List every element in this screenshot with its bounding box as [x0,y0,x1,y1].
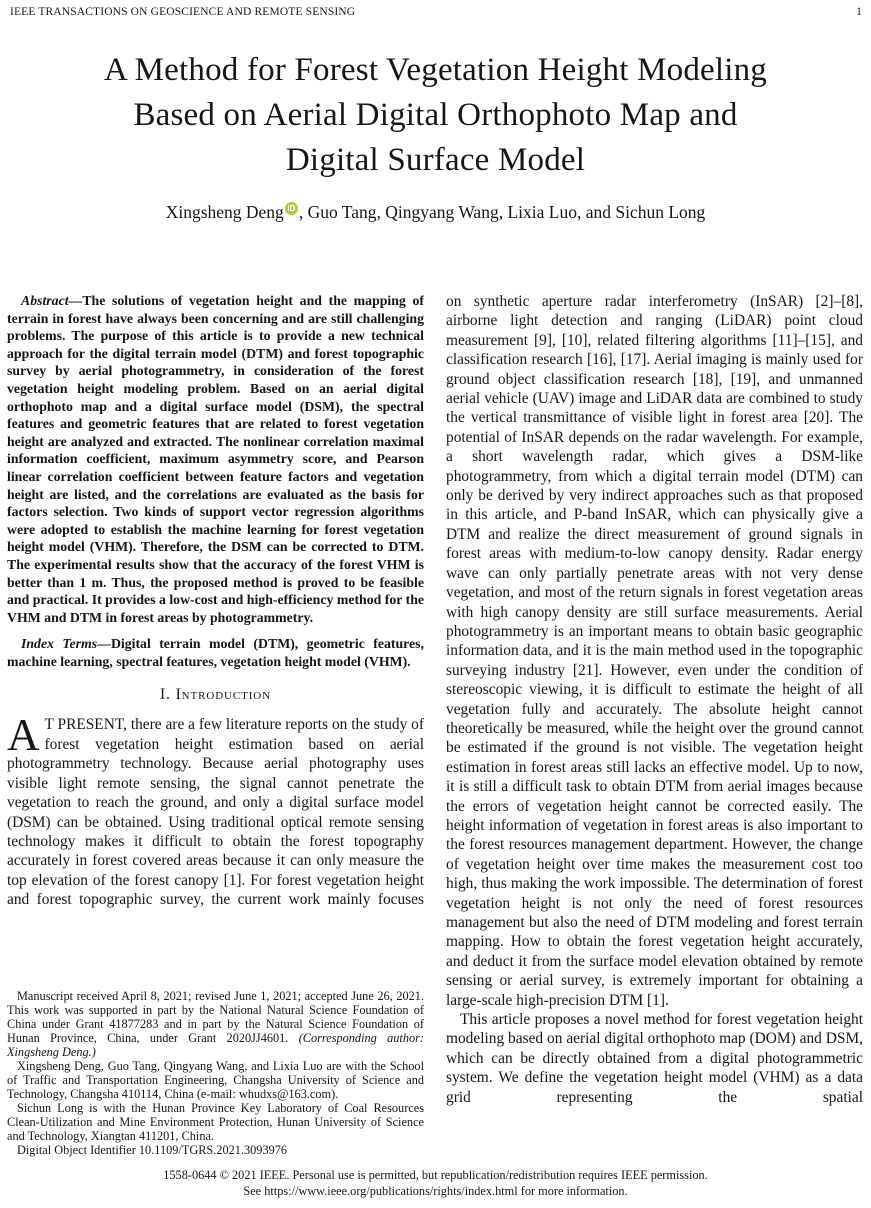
page-number: 1 [856,6,862,18]
footnote-affiliation-2: Sichun Long is with the Hunan Province Key Laboratory of Coal Resources Clean-Utilization and Mine Environment Protection, Hunan University of Science and Technology, Xiangtan 411201, China. [7,1101,424,1143]
footnote-affiliation-1: Xingsheng Deng, Guo Tang, Qingyang Wang, and Lixia Luo are with the School of Traffic and Transportation Engineering, Changsha University of Science and Technology, Changsha 410114, China (e-mail: whudxs@163.com). [7,1059,424,1101]
abstract-paragraph [7,292,424,626]
index-terms-lead: Index Terms— [21,636,111,652]
running-head [10,6,862,18]
abstract-lead: Abstract— [21,293,83,308]
authors-rest: , Guo Tang, Qingyang Wang, Lixia Luo, and Sichun Long [298,202,706,222]
introduction-paragraph-1 [7,710,424,909]
journal-name: IEEE TRANSACTIONS ON GEOSCIENCE AND REMOTE SENSING [10,6,356,18]
footnote-manuscript [7,989,424,1059]
introduction-paragraph-2: on synthetic aperture radar interferometry (InSAR) [2]–[8], airborne light detection and ranging (LiDAR) point cloud measurement [9], [10], related filtering algorithms [11]–[15], and classification research [16], [17]. Aerial imaging is mainly used for ground object classification research [18], [19], and unmanned aerial vehicle (UAV) image and LiDAR data are combined to study the vertical transmittance of visible light in forest area [20]. The potential of InSAR depends on the radar wavelength. For example, a short wavelength radar, which gives a DSM-like photogrammetry, from which a digital terrain model (DTM) can only be derived by very indirect approaches such as that proposed in this article, and P-band InSAR, which can physically give a DTM and realize the direct measurement of ground signals in forest areas with medium-to-low canopy density. Radar energy wave can only partially penetrate areas with not very dense vegetation, and most of the return signals in forest vegetation areas with high canopy density are still surface measurements. Aerial photogrammetry is an important means to obtain basic geographic information data, and it is the main method used in the topographic surveying industry [21]. However, even under the condition of stereoscopic viewing, it is difficult to estimate the height of all vegetation fully and accurately. The absolute height cannot theoretically be measured, while the height over the ground cannot be estimated if the ground is not visible. The vegetation height estimation in forest areas still lacks an effective model. Up to now, it is still a difficult task to obtain DTM from aerial images because the errors of vegetation height cannot be corrected easily. The height information of vegetation in forest areas is also important to the forest resources management department. However, the change of vegetation height over time makes the measurement cost too high, thus making the work impossible. The determination of forest vegetation height is not only the need of forest resources management but also the need of DTM modeling and forest terrain mapping. How to obtain the forest vegetation height accurately, and deduct it from the surface model elevation obtained by remote sensing or aerial survey, is extremely important for obtaining a large-scale high-precision DTM [1]. [446,293,863,1009]
corresponding-author-note: (Corresponding author: Xingsheng Deng.) [7,1031,424,1059]
two-column-body [7,292,864,1160]
copyright-footer [0,1167,871,1199]
drop-cap: A [7,710,40,761]
abstract-text: The solutions of vegetation height and the mapping of terrain in forest have always been concerning and are still challenging problems. The purpose of this article is to provide a new technical approach for the digital terrain model (DTM) and forest topographic survey by aerial photogrammetry, in consideration of the forest vegetation height modeling problem. Based on an aerial digital orthophoto map and a digital surface model (DSM), the spectral features and geometric features that are related to forest vegetation height are analyzed and extracted. The nonlinear correlation maximal information coefficient, maximum asymmetry score, and Pearson linear correlation coefficient between feature factors and vegetation height are listed, and the correlations are evaluated as the basis for factors selection. Two kinds of support vector regression algorithms were adopted to establish the machine learning for forest vegetation height model (VHM). Therefore, the DSM can be corrected to DTM. The experimental results show that the accuracy of the forest VHM is better than 1 m. Thus, the proposed method is proved to be feasible and practical. It provides a low-cost and high-efficiency method for the VHM and DTM in forest areas by photogrammetry. [7,293,424,625]
title-line-2: Based on Aerial Digital Orthophoto Map and [133,97,738,133]
paper-title [0,48,871,183]
rights-line-prefix: See [243,1184,265,1198]
introduction-paragraph-1-text: T PRESENT, there are a few literature reports on the study of forest vegetation height estimation based on aerial photogrammetry technology. Because aerial photography uses visible light remote sensing, the signal cannot penetrate the vegetation to reach the ground, and only a digital surface model (DSM) can be obtained. Using traditional optical remote sensing technology makes it difficult to obtain the forest topography accurately in forest covered areas because it can only measure the top elevation of the forest canopy [1]. For forest vegetation height and forest topographic survey, the current work mainly focuses [7,716,424,909]
footnote-manuscript-text: Manuscript received April 8, 2021; revised June 1, 2021; accepted June 26, 2021. This work was supported in part by the National Natural Science Foundation of China under Grant 41877283 and in part by the Natural Science Foundation of Hunan Province, China, under Grant 2020JJ4601. [7,989,424,1045]
author-first: Xingsheng Deng [165,202,284,222]
introduction-paragraph-3: This article proposes a novel method for forest vegetation height modeling based on aerial digital orthophoto map (DOM) and DSM, which can be directly obtained from a digital photogrammetric system. We define the vegetation height model (VHM) as a data grid representing the spatial [446,1011,863,1106]
rights-line [0,1183,871,1199]
first-page-footnote [7,989,424,1157]
rights-url-link[interactable]: https://www.ieee.org/publications/rights/index.html [264,1184,518,1198]
index-terms-paragraph [7,635,424,670]
title-line-1: A Method for Forest Vegetation Height Modeling [103,52,767,88]
rights-line-suffix: for more information. [517,1184,628,1198]
footnote-doi: Digital Object Identifier 10.1109/TGRS.2021.3093976 [17,1143,288,1157]
orcid-icon[interactable]: iD [285,202,298,215]
section-heading-introduction: I. Introduction [159,686,271,704]
authors-line [0,202,871,223]
index-terms-text: Digital terrain model (DTM), geometric features, machine learning, spectral features, vegetation height model (VHM). [7,636,425,669]
copyright-line: 1558-0644 © 2021 IEEE. Personal use is permitted, but republication/redistribution requires IEEE permission. [163,1168,708,1182]
left-column [7,292,424,1160]
right-column [446,292,863,1160]
title-line-3: Digital Surface Model [285,142,586,178]
